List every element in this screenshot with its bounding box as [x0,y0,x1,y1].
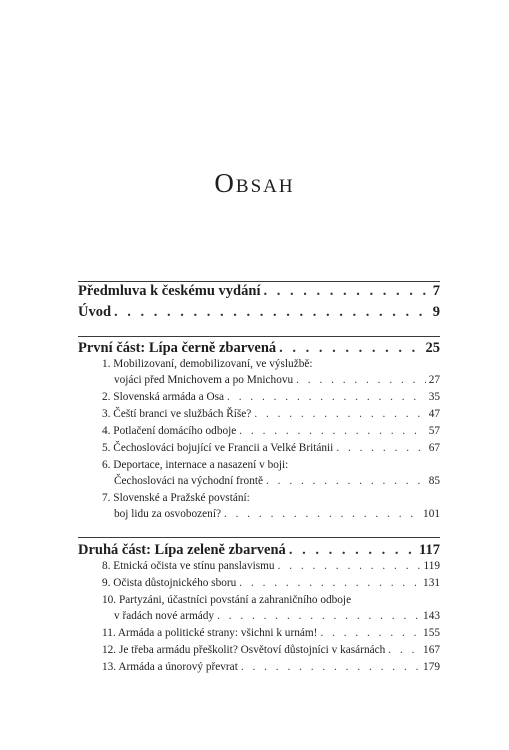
toc-title: 5. Čechoslováci bojující ve Francii a Velké Británii [102,442,334,454]
toc-page-number: 143 [423,610,440,622]
toc-entry-part-1[interactable] [78,340,440,357]
toc-title: Předmluva k českému vydání [78,283,261,299]
toc-entry-preface[interactable] [78,283,440,300]
dot-leader [336,442,425,454]
contents-heading: Obsah [214,168,295,198]
dot-leader [224,508,420,520]
toc-chapter-12[interactable] [78,644,440,656]
toc-chapter-2[interactable] [78,391,440,403]
toc-page-number: 131 [423,577,440,589]
toc-chapter-11[interactable] [78,627,440,639]
toc-title: v řadách nové armády [114,610,215,622]
toc-entry-part-2[interactable] [78,542,440,559]
dot-leader [239,577,420,589]
toc-chapter-10-line1[interactable] [78,594,440,606]
toc-page-number: 85 [428,475,440,487]
toc-chapter-6-line1[interactable] [78,459,440,471]
dot-leader [114,304,430,321]
toc-title: 12. Je třeba armádu přeškolit? Osvětoví důstojníci v kasárnách [102,644,386,656]
toc-page-number: 155 [423,627,440,639]
dot-leader [227,391,426,403]
toc-page-number: 25 [425,340,440,356]
dot-leader [241,661,420,673]
section-divider [78,281,440,282]
toc-title: vojáci před Mnichovem a po Mnichovu [114,374,294,386]
dot-leader [289,542,416,559]
toc-page-number: 101 [423,508,440,520]
toc-chapter-5[interactable] [78,442,440,454]
toc-page-number: 179 [423,661,440,673]
toc-page-number: 67 [428,442,440,454]
toc-page-number: 117 [419,542,440,558]
toc-chapter-1-line2[interactable] [78,374,440,386]
dot-leader [388,644,420,656]
toc-title: 11. Armáda a politické strany: všichni k urnám! [102,627,318,639]
toc-title: Čechoslováci na východní frontě [114,475,264,487]
toc-page-number: 27 [428,374,440,386]
toc-chapter-3[interactable] [78,408,440,420]
dot-leader [263,283,429,300]
toc-title: 3. Čeští branci ve službách Říše? [102,408,252,420]
toc-chapter-7-line1[interactable] [78,492,440,504]
dot-leader [279,340,422,357]
toc-title: 2. Slovenská armáda a Osa [102,391,225,403]
toc-page-number: 7 [432,283,440,299]
dot-leader [278,560,421,572]
section-divider [78,537,440,538]
toc-page-number: 119 [423,560,440,572]
toc-chapter-13[interactable] [78,661,440,673]
toc-chapter-7-line2[interactable] [78,508,440,520]
toc-page-number: 35 [428,391,440,403]
dot-leader [266,475,426,487]
toc-title: 9. Očista důstojnického sboru [102,577,237,589]
toc-title: 8. Etnická očista ve stínu panslavismu [102,560,275,572]
dot-leader [254,408,425,420]
toc-chapter-10-line2[interactable] [78,610,440,622]
toc-title: 7. Slovenské a Pražské povstání: [102,492,250,504]
toc-title: 1. Mobilizovaní, demobilizovaní, ve výslužbě: [102,358,313,370]
toc-title: Úvod [78,304,112,320]
dot-leader [217,610,420,622]
toc-page-number: 57 [428,425,440,437]
toc-title: Druhá část: Lípa zeleně zbarvená [78,542,286,558]
toc-title: boj lidu za osvobození? [114,508,221,520]
toc-page-number: 47 [428,408,440,420]
toc-chapter-6-line2[interactable] [78,475,440,487]
toc-title: 13. Armáda a únorový převrat [102,661,238,673]
toc-page-number: 9 [432,304,440,320]
toc-chapter-1-line1[interactable] [78,358,440,370]
toc-title: 10. Partyzáni, účastníci povstání a zahraničního odboje [102,594,352,606]
toc-title: První část: Lípa černě zbarvená [78,340,277,356]
dot-leader [239,425,425,437]
toc-chapter-9[interactable] [78,577,440,589]
toc-title: 6. Deportace, internace a nasazení v boji: [102,459,289,471]
section-divider [78,336,440,337]
toc-entry-intro[interactable] [78,304,440,321]
toc-chapter-4[interactable] [78,425,440,437]
dot-leader [320,627,420,639]
toc-chapter-8[interactable] [78,560,440,572]
toc-page-number: 167 [423,644,440,656]
dot-leader [296,374,426,386]
toc-title: 4. Potlačení domácího odboje [102,425,237,437]
